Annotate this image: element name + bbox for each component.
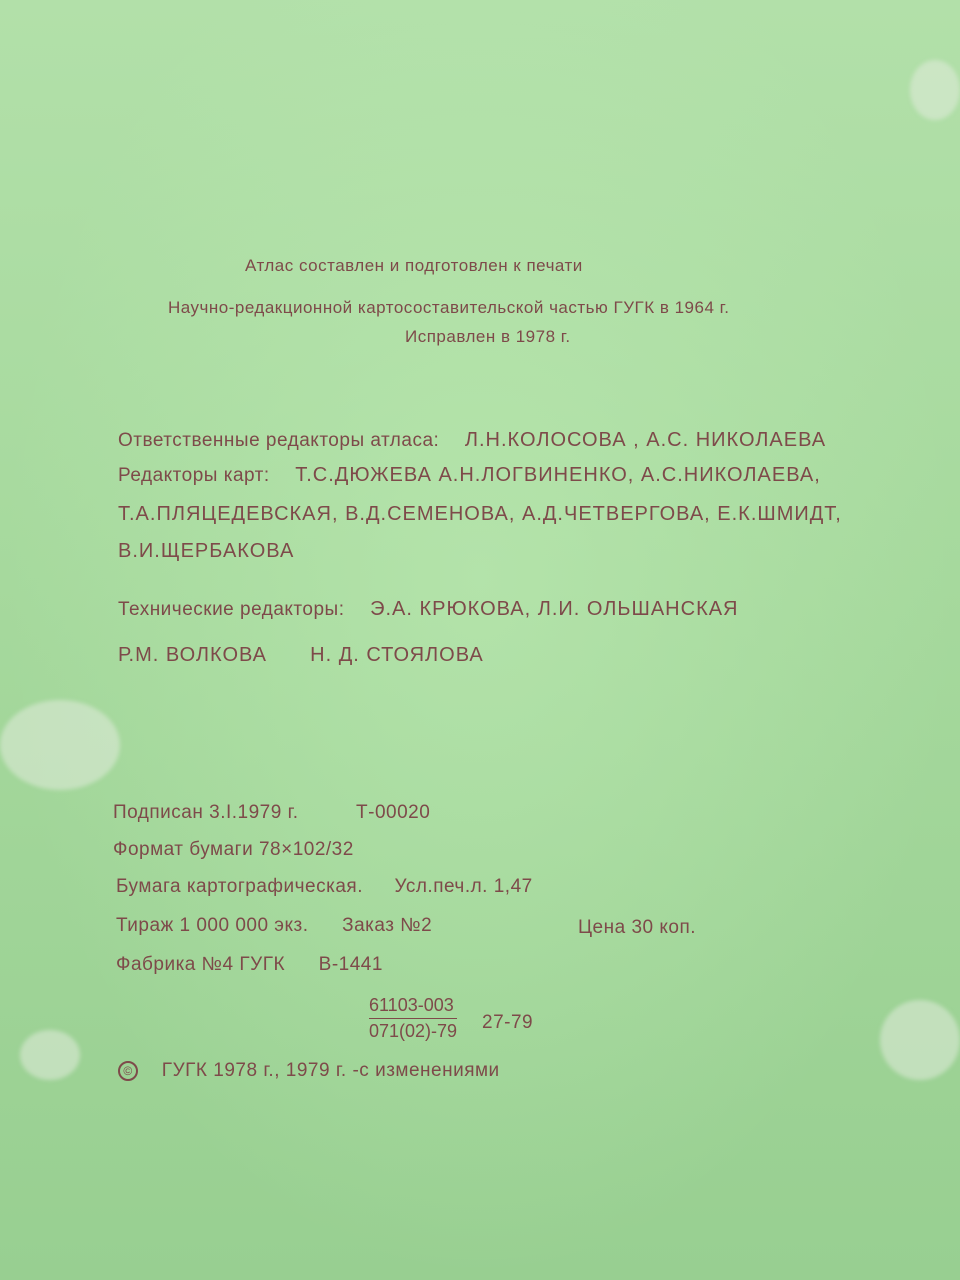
header-line-1: Атлас составлен и подготовлен к печати — [245, 256, 583, 275]
tech-editors-names-2 — [118, 644, 484, 667]
index-numerator: 61103-003 — [369, 995, 457, 1019]
paper-stain — [0, 700, 120, 790]
imprint-signed — [113, 802, 430, 824]
print-sheets: Усл.печ.л. 1,47 — [394, 876, 533, 897]
tech-editor-stoyalova: Н. Д. СТОЯЛОВА — [310, 644, 484, 666]
chief-editors — [118, 429, 826, 452]
tech-editors-label: Технические редакторы: — [118, 599, 345, 620]
index-denominator: 071(02)-79 — [369, 1021, 458, 1041]
factory-code: В-1441 — [318, 954, 383, 975]
chief-editors-names: Л.Н.КОЛОСОВА , А.С. НИКОЛАЕВА — [464, 429, 827, 451]
imprint-paper — [116, 876, 533, 898]
copyright-line — [118, 1060, 500, 1082]
copyright-text: ГУГК 1978 г., 1979 г. -с изменениями — [161, 1060, 500, 1081]
factory-name: Фабрика №4 ГУГК — [116, 954, 286, 975]
tech-editors — [118, 598, 739, 621]
paper-stain — [880, 1000, 960, 1080]
imprint-format: Формат бумаги 78×102/32 — [113, 839, 354, 860]
print-run: Тираж 1 000 000 экз. — [116, 915, 309, 936]
imprint-factory — [116, 954, 383, 976]
tech-editor-volkova: Р.М. ВОЛКОВА — [118, 644, 268, 666]
map-editors — [118, 464, 821, 487]
order-number: Заказ №2 — [342, 915, 433, 936]
signed-code: Т-00020 — [356, 802, 431, 823]
index-suffix: 27-79 — [482, 1012, 534, 1033]
header-line-3: Исправлен в 1978 г. — [405, 327, 571, 346]
signed-date: Подписан 3.I.1979 г. — [113, 802, 299, 823]
copyright-icon: © — [118, 1061, 138, 1081]
chief-editors-label: Ответственные редакторы атласа: — [118, 430, 440, 451]
paper-type: Бумага картографическая. — [116, 876, 363, 897]
map-editors-label: Редакторы карт: — [118, 465, 270, 486]
tech-editors-names-1: Э.А. КРЮКОВА, Л.И. ОЛЬШАНСКАЯ — [370, 598, 739, 620]
paper-stain — [20, 1030, 80, 1080]
price: Цена 30 коп. — [578, 917, 697, 938]
catalog-index — [369, 995, 457, 1042]
map-editors-names-2: Т.А.ПЛЯЦЕДЕВСКАЯ, В.Д.СЕМЕНОВА, А.Д.ЧЕТВЕРГОВА, Е.К.ШМИДТ, — [118, 503, 842, 525]
header-line-2: Научно-редакционной картосоставительской частью ГУГК в 1964 г. — [168, 298, 730, 317]
map-editors-names-1: Т.С.ДЮЖЕВА А.Н.ЛОГВИНЕНКО, А.С.НИКОЛАЕВА, — [295, 464, 821, 486]
imprint-run — [116, 915, 432, 937]
paper-stain — [910, 60, 960, 120]
map-editors-names-3: В.И.ЩЕРБАКОВА — [118, 540, 295, 562]
